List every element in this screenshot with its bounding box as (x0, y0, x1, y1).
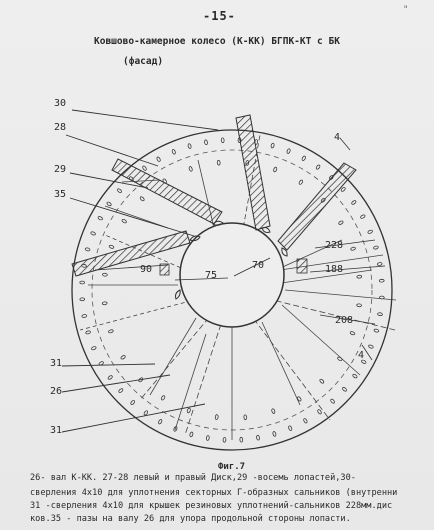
dim-228: 228 (325, 240, 344, 251)
drill-hole (172, 149, 176, 155)
drill-hole (188, 143, 192, 148)
drill-hole (142, 165, 147, 171)
drill-hole (102, 273, 107, 276)
drill-hole (357, 304, 362, 307)
blade-left (72, 231, 190, 276)
drill-hole (156, 156, 161, 162)
drill-hole (357, 275, 362, 278)
drill-hole (240, 437, 243, 442)
dim-70: 70 (252, 260, 265, 271)
drill-hole (120, 355, 126, 360)
drill-hole (360, 214, 366, 219)
drill-hole (221, 138, 224, 143)
drill-hole (109, 245, 114, 249)
callout-26: 26 (50, 386, 63, 397)
drill-hole (121, 219, 127, 224)
drill-hole (98, 216, 104, 221)
drill-hole (303, 418, 308, 424)
dim-90: 90 (140, 264, 153, 275)
drill-hole (106, 201, 112, 206)
drill-hole (204, 140, 208, 145)
caption-line: 26- вал К-КК. 27-28 левый и правый Диск,29 -восемь лопастей,30- (30, 473, 356, 483)
drill-hole (244, 415, 247, 420)
dim-4-top: 4 (334, 132, 341, 143)
drill-hole (377, 312, 382, 316)
drill-hole (107, 375, 113, 380)
callout-30: 30 (54, 98, 67, 109)
drill-hole (288, 425, 292, 431)
drill-hole (215, 415, 218, 420)
drill-hole (271, 408, 275, 413)
drill-hole (140, 196, 145, 201)
drill-hole (85, 247, 90, 251)
drill-hole (374, 329, 379, 333)
drill-hole (350, 331, 355, 335)
drill-hole (368, 344, 374, 348)
drill-hole (273, 167, 277, 172)
dim-4-bottom: 4 (358, 350, 365, 361)
drill-hole (189, 432, 193, 437)
caption-line: 31 -сверления 4x10 для крышек резиновых уплотнений-сальников 228мм.дис (30, 501, 393, 511)
dim-75: 75 (205, 270, 218, 281)
callout-31-upper: 31 (50, 358, 63, 369)
callout-35: 35 (54, 189, 67, 200)
drill-hole (223, 437, 226, 442)
page-number: -15- (203, 9, 236, 23)
drill-hole (286, 148, 290, 154)
drill-hole (85, 330, 90, 334)
drill-hole (377, 262, 382, 266)
drill-hole (330, 398, 335, 403)
drill-hole (256, 435, 260, 440)
dim-208: 208 (335, 315, 354, 326)
drill-hole (117, 188, 122, 193)
drill-hole (161, 395, 166, 401)
callout-29: 29 (54, 164, 67, 175)
drill-hole (373, 246, 378, 250)
drill-hole (379, 279, 384, 282)
drill-hole (91, 346, 97, 350)
drill-hole (187, 408, 191, 413)
drill-hole (316, 164, 321, 170)
corner-mark: " (403, 5, 409, 15)
drill-hole (118, 388, 123, 393)
blade-top-center (236, 115, 270, 230)
document-title: Ковшово-камерное колесо (К-КК) БГПК-КТ с БК (94, 36, 340, 47)
drill-hole (319, 379, 324, 384)
drill-hole (80, 281, 85, 284)
drill-hole (342, 387, 347, 392)
drill-hole (301, 156, 306, 162)
drill-hole (298, 179, 303, 185)
drill-hole (352, 374, 358, 379)
drill-hole (90, 231, 96, 235)
callout-31-lower: 31 (50, 425, 63, 436)
drill-hole (130, 400, 135, 405)
drill-hole (350, 247, 355, 251)
caption-line: сверления 4x10 для уплотнения секторных Г-образных сальников (внутренни (30, 488, 398, 498)
drill-hole (367, 230, 373, 234)
drill-hole (272, 431, 276, 436)
drill-hole (108, 329, 113, 333)
shaft-hub (180, 223, 284, 327)
callout-28: 28 (54, 122, 67, 133)
drill-hole (80, 298, 85, 301)
drill-hole (189, 166, 193, 171)
drill-hole (338, 220, 344, 225)
drill-hole (206, 435, 210, 440)
drill-hole (158, 419, 163, 425)
drill-hole (317, 409, 322, 415)
drill-hole (217, 160, 220, 165)
figure-label: Фиг.7 (218, 462, 246, 472)
drill-hole (82, 314, 87, 318)
drill-hole (351, 200, 357, 205)
drill-hole (271, 143, 275, 148)
document-subtitle: (фасад) (123, 56, 164, 67)
blade-upper-right (278, 163, 356, 250)
dim-188: 188 (325, 264, 344, 275)
caption-line: ков.35 - пазы на валу 26 для упора продольной стороны лопасти. (30, 514, 351, 524)
drill-hole (102, 302, 107, 305)
